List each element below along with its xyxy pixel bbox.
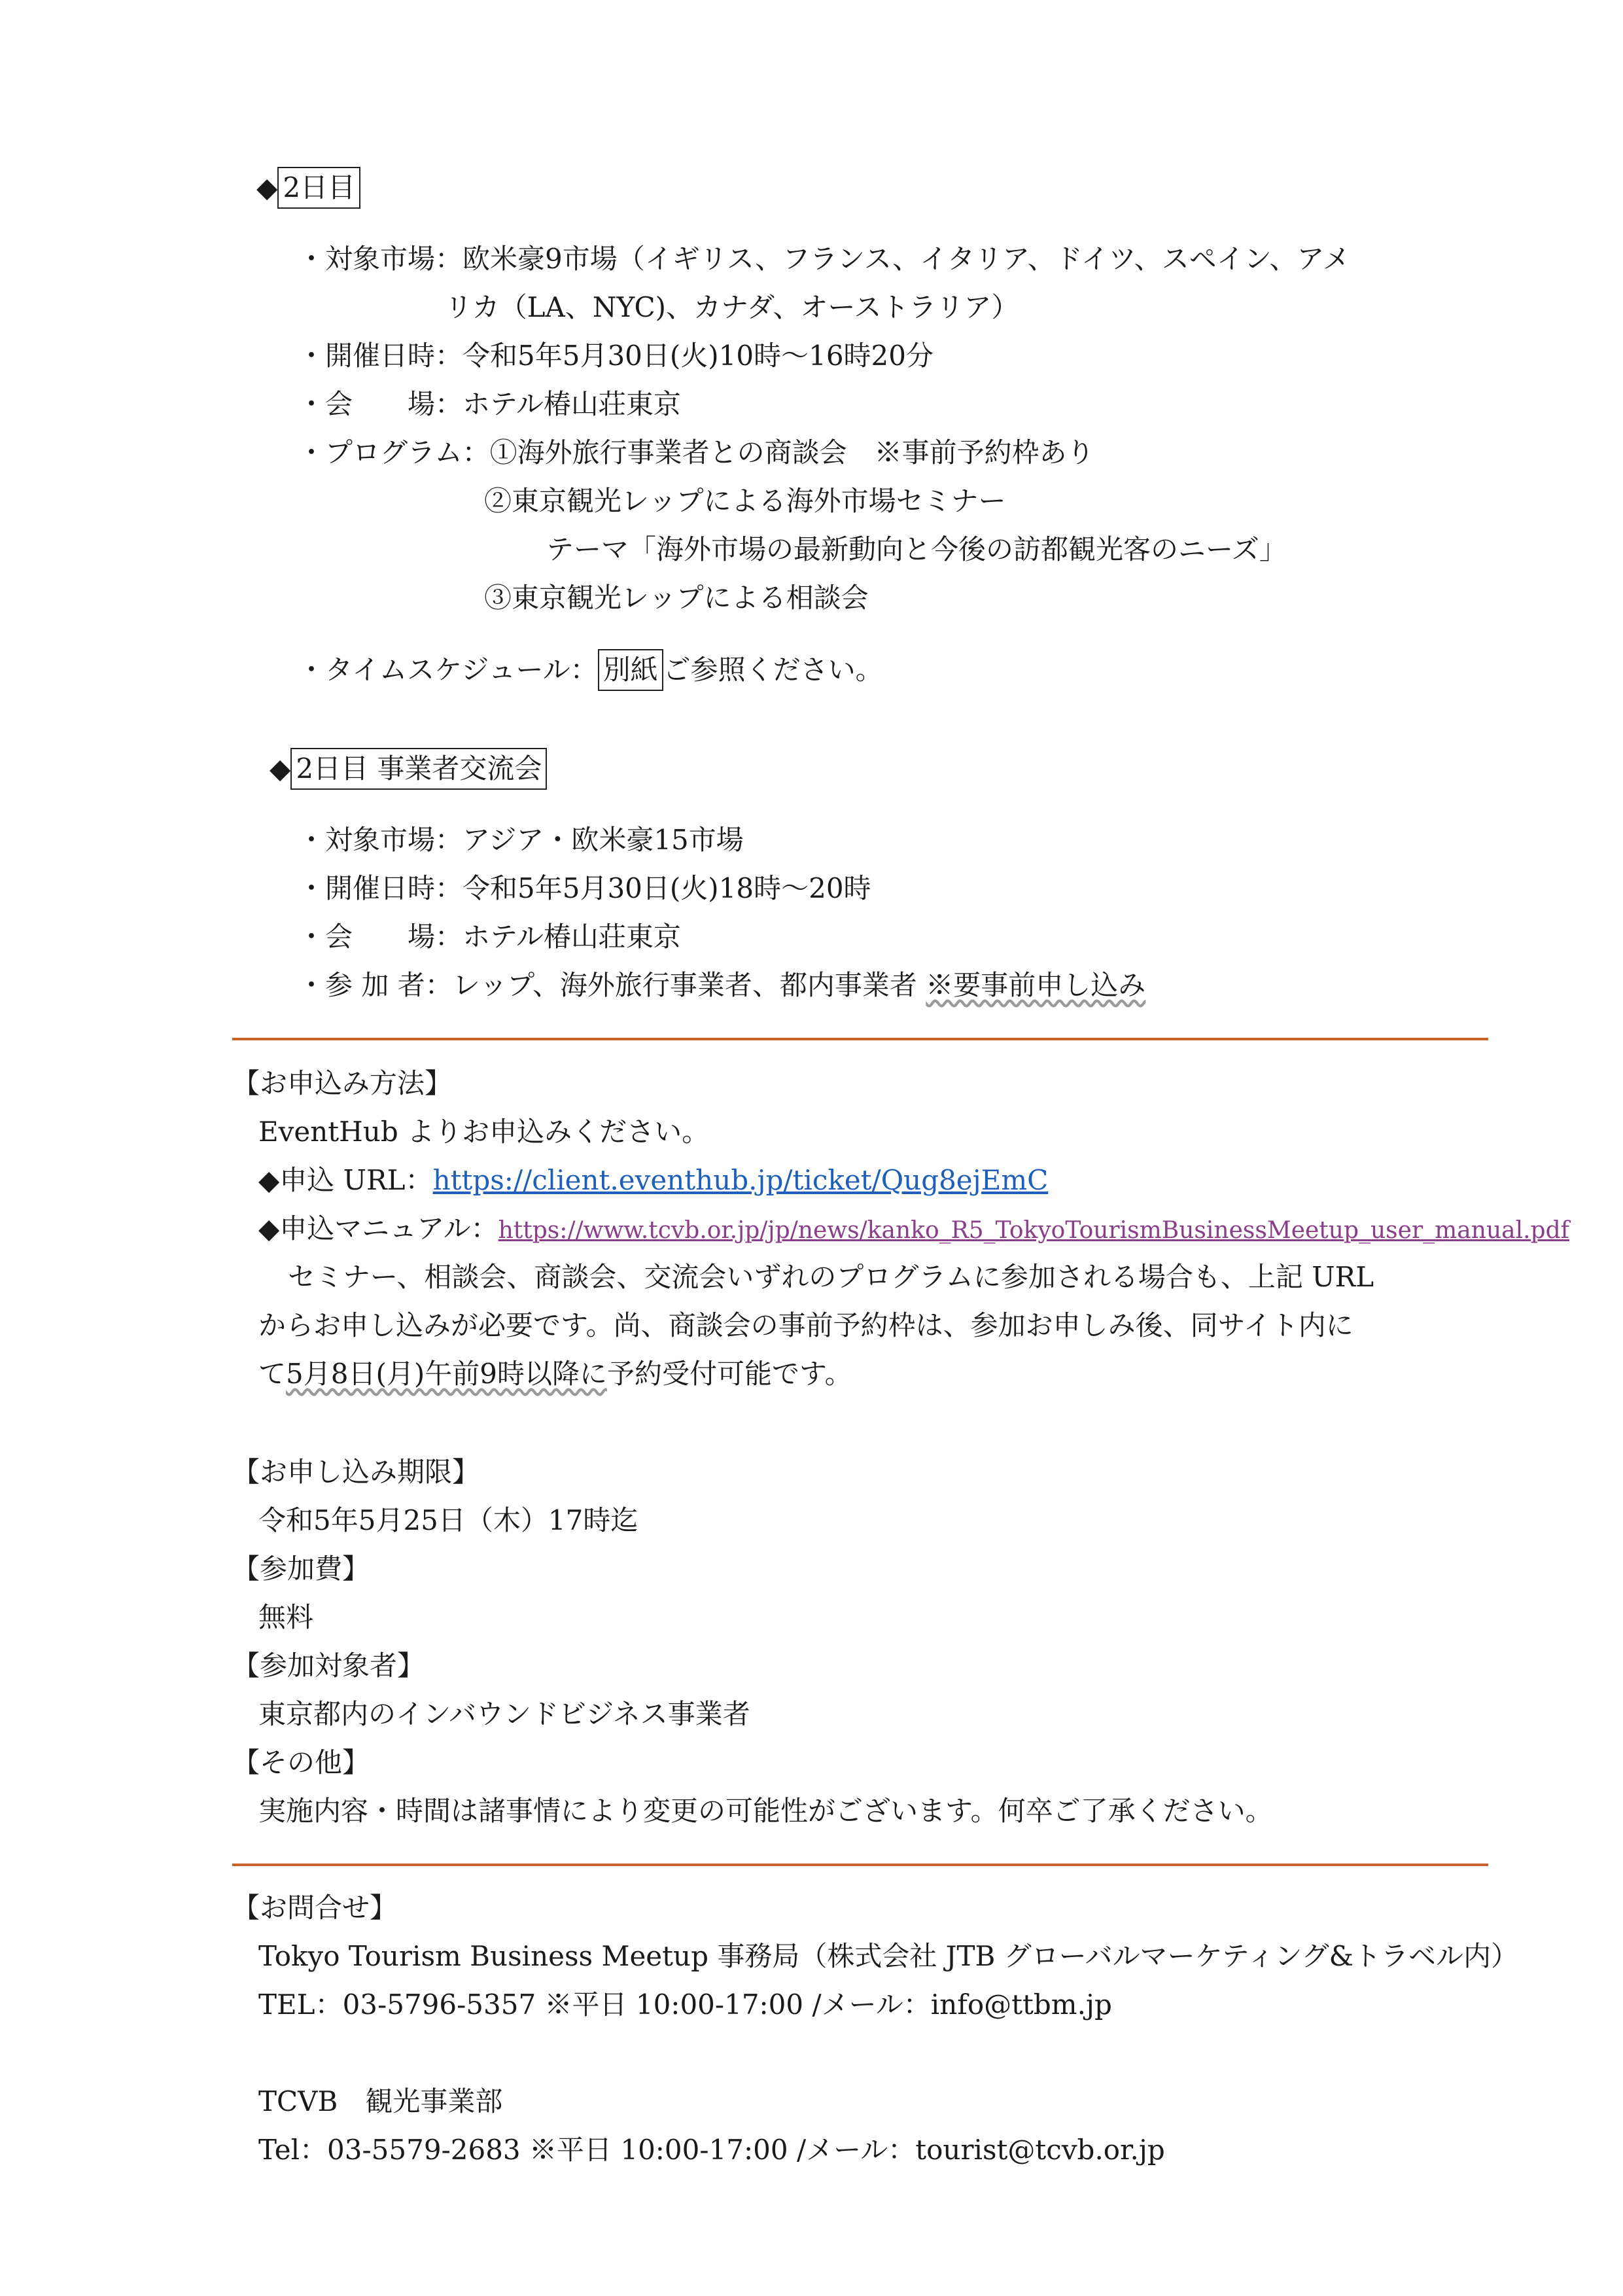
other-value: 実施内容・時間は諸事情により変更の可能性がございます。何卒ご了承ください。 (258, 1795, 1273, 1827)
attachment-link[interactable]: 別紙 (598, 649, 663, 691)
day2-program: ・プログラム：①海外旅行事業者との商談会 ※事前予約枠あり (298, 436, 1094, 468)
day2-target: ・対象市場：欧米豪9市場（イギリス、フランス、イタリア、ドイツ、スペイン、アメ (298, 243, 1350, 275)
apply-note-3: て5月8日(月)午前9時以降に予約受付可能です。 (258, 1358, 852, 1390)
apply-note-1: セミナー、相談会、商談会、交流会いずれのプログラムに参加される場合も、上記 URL (288, 1261, 1374, 1293)
day2-program-2: ②東京観光レップによる海外市場セミナー (484, 485, 1006, 517)
eligible-value: 東京都内のインバウンドビジネス事業者 (258, 1698, 750, 1730)
divider (232, 1038, 1488, 1040)
contact-heading: 【お問合せ】 (232, 1892, 398, 1924)
apply-url-link[interactable]: https://client.eventhub.jp/ticket/Qug8ejEmC (432, 1164, 1049, 1196)
apply-note-2: からお申し込みが必要です。尚、商談会の事前予約枠は、参加お申しみ後、同サイト内に (258, 1309, 1353, 1341)
day2-program-3: ③東京観光レップによる相談会 (484, 582, 869, 614)
day2-venue: ・会 場：ホテル椿山荘東京 (298, 388, 681, 420)
day2-date: ・開催日時：令和5年5月30日(火)10時～16時20分 (298, 340, 934, 372)
day2-target-cont: リカ（LA、NYC)、カナダ、オーストラリア） (445, 291, 1019, 323)
apply-url-row: ◆申込 URL：https://client.eventhub.jp/ticket/Qug8ejEmC (258, 1164, 1049, 1196)
contact-org2-tel: Tel：03-5579-2683 ※平日 10:00-17:00 /メール：tourist@tcvb.or.jp (258, 2134, 1165, 2166)
apply-manual-row: ◆申込マニュアル：https://www.tcvb.or.jp/jp/news/kanko_R5_TokyoTourismBusinessMeetup_user_manual.pdf (258, 1212, 1569, 1245)
deadline-heading: 【お申し込み期限】 (232, 1456, 480, 1488)
fee-value: 無料 (258, 1601, 314, 1633)
networking-heading (270, 748, 547, 790)
networking-participants: ・参 加 者：レップ、海外旅行事業者、都内事業者 ※要事前申し込み (298, 969, 1146, 1001)
networking-heading-box: 2日目 事業者交流会 (290, 748, 547, 790)
fee-heading: 【参加費】 (232, 1553, 370, 1585)
other-heading: 【その他】 (232, 1746, 370, 1778)
diamond-icon: ◆ (256, 171, 278, 203)
networking-date: ・開催日時：令和5年5月30日(火)18時～20時 (298, 872, 871, 904)
deadline-value: 令和5年5月25日（木）17時迄 (258, 1504, 638, 1536)
apply-intro: EventHub よりお申込みください。 (258, 1116, 710, 1148)
contact-org1-tel: TEL：03-5796-5357 ※平日 10:00-17:00 /メール：info@ttbm.jp (258, 1988, 1112, 2021)
contact-org2: TCVB 観光事業部 (258, 2085, 503, 2117)
eligible-heading: 【参加対象者】 (232, 1650, 425, 1682)
apply-manual-link[interactable]: https://www.tcvb.or.jp/jp/news/kanko_R5_TokyoTourismBusinessMeetup_user_manual.pdf (498, 1217, 1569, 1244)
day2-schedule: ・タイムスケジュール： 別紙 ご参照ください。 (298, 649, 883, 691)
day2-heading (256, 167, 360, 209)
contact-org1: Tokyo Tourism Business Meetup 事務局（株式会社 JTB グローバルマーケティング&トラベル内） (258, 1940, 1518, 1972)
networking-venue: ・会 場：ホテル椿山荘東京 (298, 921, 681, 953)
networking-target: ・対象市場：アジア・欧米豪15市場 (298, 824, 744, 856)
divider (232, 1863, 1488, 1866)
day2-program-2-theme: テーマ「海外市場の最新動向と今後の訪都観光客のニーズ」 (546, 533, 1287, 565)
apply-heading: 【お申込み方法】 (232, 1067, 453, 1099)
diamond-icon: ◆ (270, 752, 291, 785)
day2-heading-box: 2日目 (277, 167, 360, 209)
